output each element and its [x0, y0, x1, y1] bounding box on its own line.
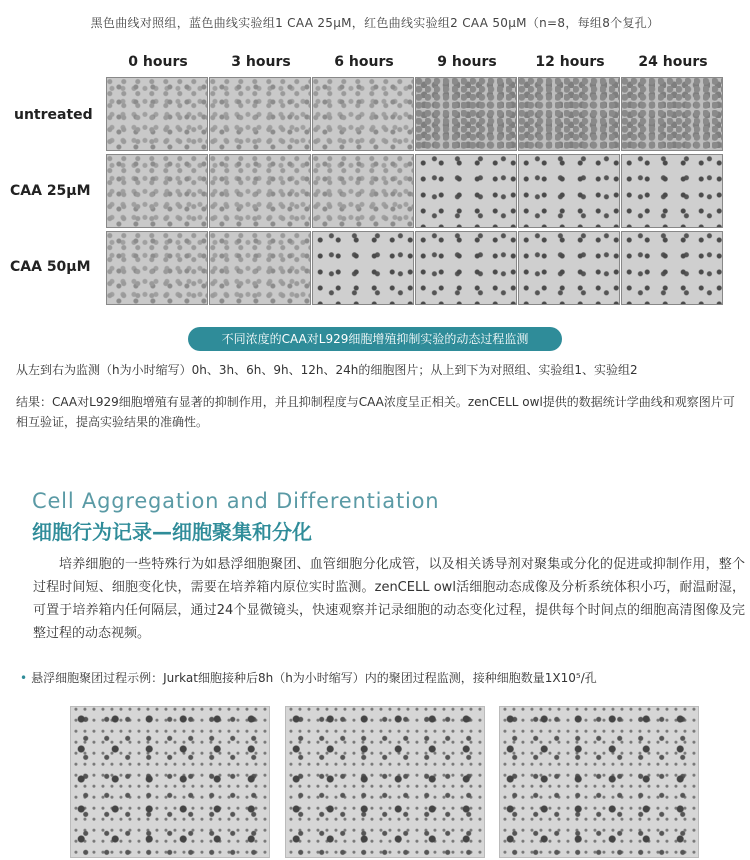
example-caption	[20, 669, 597, 686]
micrograph	[312, 77, 414, 151]
micrograph	[209, 154, 311, 228]
result-summary: 结果：CAA对L929细胞增殖有显著的抑制作用，并且抑制程度与CAA浓度呈正相关。zenCELL owl提供的数据统计学曲线和观察图片可相互验证，提高实验结果的准确性。	[16, 395, 735, 429]
figure-description: 从左到右为监测（h为小时缩写）0h、3h、6h、9h、12h、24h的细胞图片；从上到下为对照组、实验组1、实验组2	[16, 363, 638, 377]
micrograph	[312, 231, 414, 305]
micrograph	[518, 231, 620, 305]
row-header-caa-50: CAA 50μM	[10, 259, 91, 275]
micrograph	[106, 154, 208, 228]
column-header-6h: 6 hours	[334, 54, 394, 70]
micrograph	[415, 77, 517, 151]
micrograph	[209, 231, 311, 305]
column-header-12h: 12 hours	[535, 54, 605, 70]
micrograph	[621, 77, 723, 151]
example-caption-text: 悬浮细胞聚团过程示例：Jurkat细胞接种后8h（h为小时缩写）内的聚团过程监测，接种细胞数量1X10⁵/孔	[31, 671, 597, 685]
micrograph	[621, 154, 723, 228]
micrograph	[518, 154, 620, 228]
column-header-9h: 9 hours	[437, 54, 497, 70]
figure-title-badge: 不同浓度的CAA对L929细胞增殖抑制实验的动态过程监测	[188, 327, 562, 351]
micrograph	[518, 77, 620, 151]
column-header-3h: 3 hours	[231, 54, 291, 70]
micrograph	[621, 231, 723, 305]
section-paragraph: 培养细胞的一些特殊行为如悬浮细胞聚团、血管细胞分化成管，以及相关诱导剂对聚集或分化的促进或抑制作用，整个过程时间短、细胞变化快，需要在培养箱内原位实时监测。zenCELL owl活细胞动态成像及分析系统体积小巧，耐温耐湿，可置于培养箱内任何隔层，通过24个显微镜头，快速观察并记录细胞的动态变化过程，提供每个时间点的细胞高清图像及完整过程的动态视频。	[33, 557, 745, 641]
row-header-untreated: untreated	[14, 107, 93, 123]
bullet-dot-icon: •	[20, 671, 28, 685]
column-header-0h: 0 hours	[128, 54, 188, 70]
micrograph	[312, 154, 414, 228]
micrograph	[106, 231, 208, 305]
aggregation-photo	[70, 706, 270, 858]
micrograph	[106, 77, 208, 151]
column-header-24h: 24 hours	[638, 54, 708, 70]
section-title-chinese: 细胞行为记录—细胞聚集和分化	[32, 520, 312, 544]
figure-top-caption: 黑色曲线对照组，蓝色曲线实验组1 CAA 25μM，红色曲线实验组2 CAA 50μM（n=8，每组8个复孔）	[90, 16, 660, 30]
aggregation-photo	[285, 706, 485, 858]
micrograph	[415, 154, 517, 228]
micrograph	[209, 77, 311, 151]
micrograph	[415, 231, 517, 305]
row-header-caa-25: CAA 25μM	[10, 183, 91, 199]
aggregation-photo	[499, 706, 699, 858]
section-title-english: Cell Aggregation and Differentiation	[32, 489, 440, 513]
